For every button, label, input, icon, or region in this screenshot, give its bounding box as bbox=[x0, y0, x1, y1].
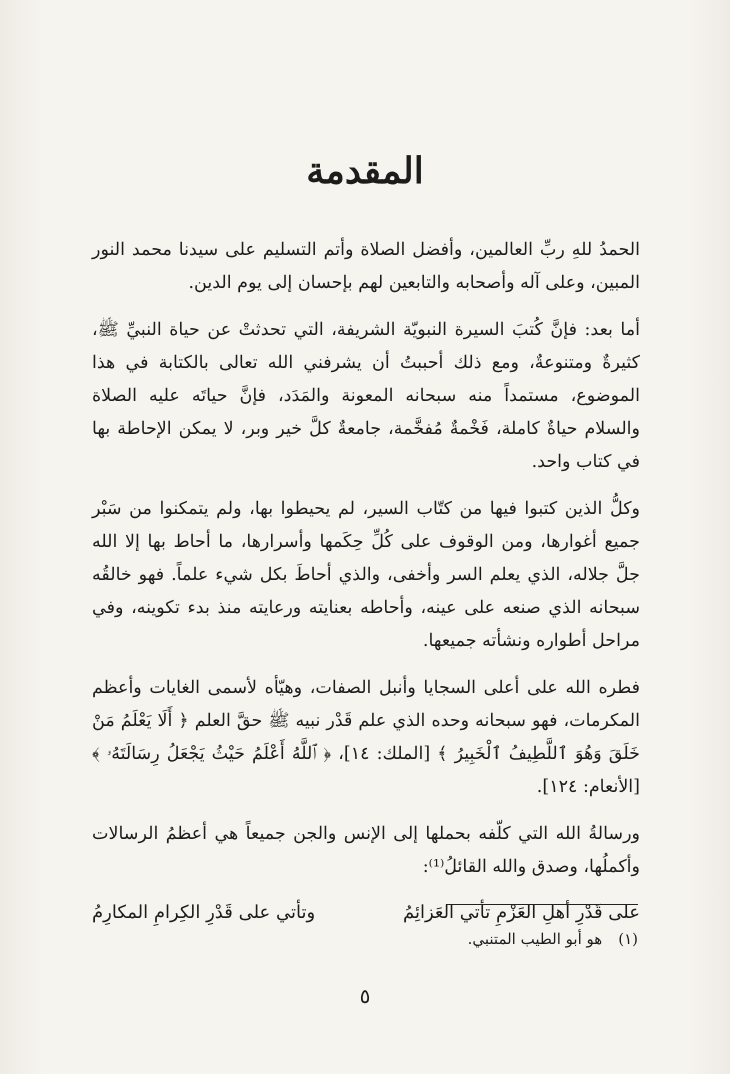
page-title: المقدمة bbox=[306, 150, 424, 192]
verse-first-hemistich: على قَدْرِ أهلِ العَزْمِ تأتي العَزائِمُ bbox=[402, 902, 640, 923]
page-number: ٥ bbox=[359, 984, 371, 1008]
paragraph-message: ورسالةُ الله التي كلّفه بحملها إلى الإنس والجن جميعاً هي أعظمُ الرسالات وأكملُها، وصدق والله القائلُ⁽¹⁾: bbox=[92, 824, 640, 877]
poetry-verse bbox=[92, 896, 640, 930]
paragraph-biographers: وكلُّ الذين كتبوا فيها من كتّاب السير، لم يحيطوا بها، ولم يتمكنوا من سَبْر جميع أغوارها، ومن الوقوف على كُلِّ حِكَمها وأسرارها، ما أحاط بها إلا الله جلَّ جلاله، الذي يعلم السر وأخفى، والذي أحاطَ بكل شيء علماً. فهو خالقُه سبحانه الذي صنعه على عينه، وأحاطه بعنايته ورعايته منذ بدء تكوينه، وفي مراحل أطواره ونشأته جميعها. bbox=[92, 499, 640, 651]
paragraph-seerah-books: أما بعد: فإنَّ كُتبَ السيرة النبويّة الشريفة، التي تحدثتْ عن حياة النبيِّ ﷺ، كثيرةٌ ومتنوعةٌ، ومع ذلك أحببتُ أن يشرفني الله تعالى بالكتابة في هذا الموضوع، مستمداً منه سبحانه المعونة والمَدَد، فإنَّ حياتَه عليه الصلاة والسلام حياةٌ كاملة، فَخْمةٌ مُفخَّمة، جامعةٌ كلَّ خير وبر، لا يمكن الإحاطة بها في كتاب واحد. bbox=[92, 320, 640, 472]
footnote bbox=[468, 928, 638, 950]
paragraph-qualities: فطره الله على أعلى السجايا وأنبل الصفات، وهيّأه لأسمى الغايات وأعظم المكرمات، فهو سبحانه وحده الذي علم قَدْر نبيه ﷺ حقَّ العلم ﴿ أَلَا يَعْلَمُ مَنْ خَلَقَ وَهُوَ ٱللَّطِيفُ ٱلْخَبِيرُ ﴾ [الملك: ١٤]، ﴿ ٱللَّهُ أَعْلَمُ حَيْثُ يَجْعَلُ رِسَالَتَهُۥ ﴾ [الأنعام: ١٢٤]. bbox=[92, 678, 640, 797]
footnote-divider bbox=[446, 904, 638, 905]
footnote-number: (١) bbox=[618, 930, 638, 948]
paragraph-opening-praise: الحمدُ للهِ ربِّ العالمين، وأفضل الصلاة وأتم التسليم على سيدنا محمد النور المبين، وعلى آله وأصحابه والتابعين لهم بإحسان إلى يوم الدين. bbox=[92, 240, 640, 293]
verse-second-hemistich: وتأتي على قَدْرِ الكِرامِ المكارِمُ bbox=[92, 902, 316, 923]
main-text bbox=[92, 234, 640, 930]
footnote-text: هو أبو الطيب المتنبي. bbox=[467, 930, 603, 948]
